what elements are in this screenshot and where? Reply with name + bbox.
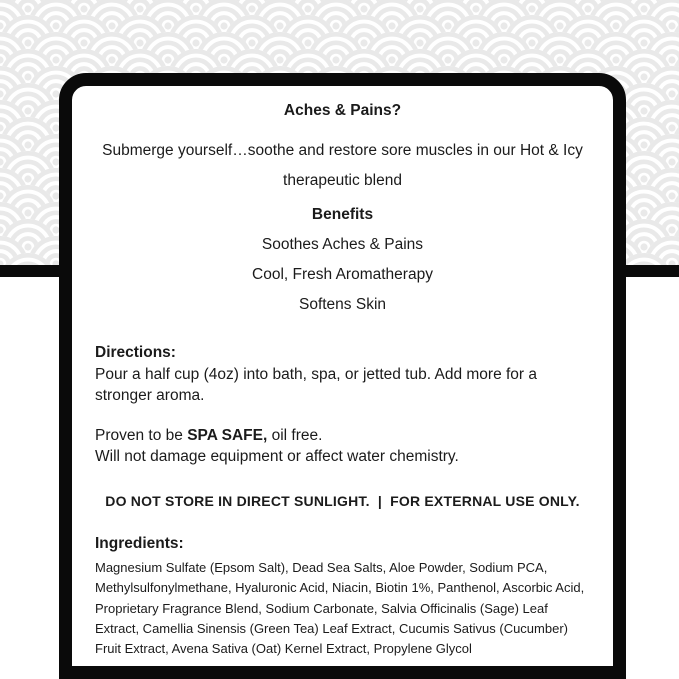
headline: Aches & Pains? (283, 102, 402, 119)
benefit-item: Cool, Fresh Aromatherapy (252, 266, 433, 283)
label-card-content (72, 86, 613, 659)
ingredients-heading: Ingredients: (95, 535, 184, 552)
spa-safe-bold: SPA SAFE, (187, 427, 268, 444)
spa-safe-line (95, 425, 590, 446)
benefits-title: Benefits (311, 206, 374, 223)
spa-safe-prefix: Proven to be (95, 427, 188, 444)
spa-safe-suffix: oil free. (267, 427, 323, 444)
directions-heading: Directions: (95, 344, 176, 361)
benefit-item: Softens Skin (298, 296, 387, 313)
warning-text: DO NOT STORE IN DIRECT SUNLIGHT. | FOR EXTERNAL USE ONLY. (105, 493, 580, 509)
label-card (59, 73, 626, 679)
intro-text: Submerge yourself…soothe and restore sore muscles in our Hot & Icy therapeutic blend (102, 142, 583, 189)
ingredients-text: Magnesium Sulfate (Epsom Salt), Dead Sea Salts, Aloe Powder, Sodium PCA, Methylsulfonylmethane, Hyaluronic Acid, Niacin, Biotin 1%, Panthenol, Ascorbic Acid, Proprietary Fragrance Blend, Sodium Carbonate, Salvia Officinalis (Sage) Leaf Extract, Camellia Sinensis (Green Tea) Leaf Extract, Cucumis Sativus (Cucumber) Fruit Extract, Avena Sativa (Oat) Kernel Extract, Propylene Glycol (95, 560, 585, 657)
benefit-item: Soothes Aches & Pains (261, 236, 424, 253)
spa-safe-line2: Will not damage equipment or affect water chemistry. (95, 448, 459, 465)
benefits-list (95, 230, 590, 320)
directions-text: Pour a half cup (4oz) into bath, spa, or jetted tub. Add more for a stronger aroma. (95, 366, 538, 404)
